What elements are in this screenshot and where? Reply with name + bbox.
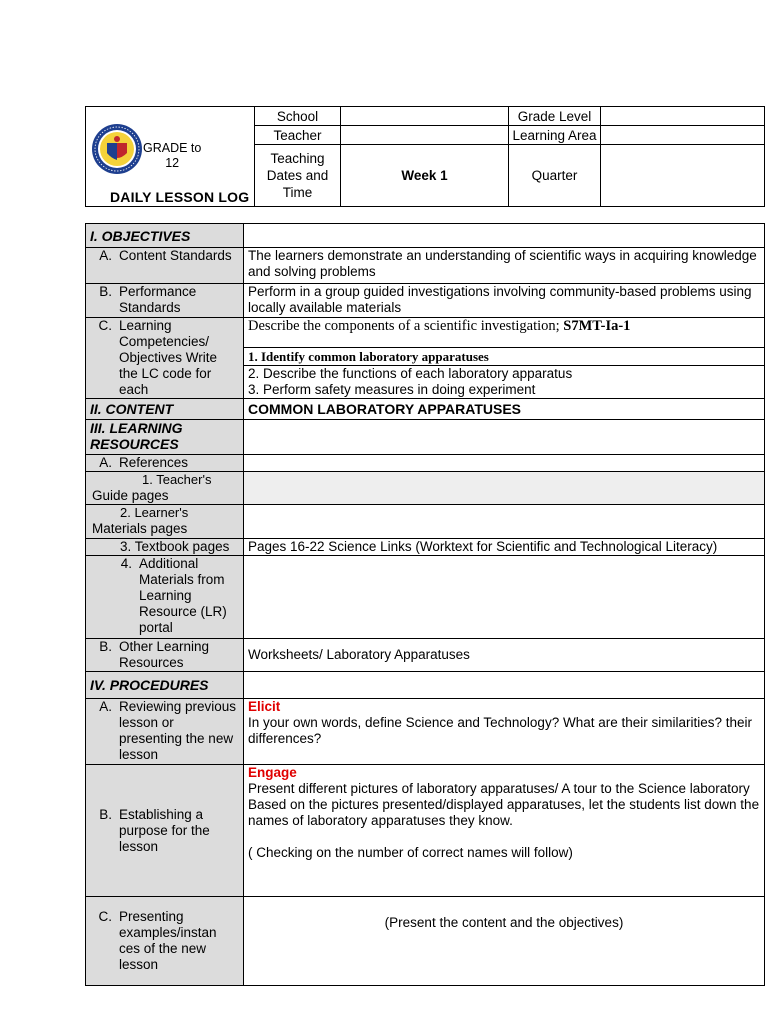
objectives-2-3[interactable]: [244, 366, 765, 399]
item-label: References: [119, 455, 189, 470]
teacher-label: Teacher: [255, 126, 341, 145]
item-label: Content Standards: [119, 248, 232, 263]
purpose-label: [86, 765, 244, 897]
additional-materials-value[interactable]: [244, 556, 765, 639]
school-value[interactable]: [341, 107, 509, 126]
item-label: Other Learning Resources: [119, 639, 210, 670]
item-letter: A.: [99, 699, 112, 714]
lesson-table: [85, 223, 765, 986]
header-table: [85, 106, 765, 207]
reviewing-text[interactable]: [244, 699, 765, 765]
references-label: [86, 455, 244, 472]
performance-standards-label: [86, 284, 244, 318]
quarter-label: Quarter: [509, 145, 601, 207]
item-rest: Materials pages: [92, 521, 188, 536]
item-label: Learning Competencies/ Objectives Write the LC code for each: [119, 318, 218, 397]
presenting-label: [86, 897, 244, 986]
logo-cell: [86, 107, 255, 207]
learning-competency-text[interactable]: [244, 318, 765, 348]
grade-line-2: 12: [165, 156, 180, 170]
phase-elicit: Elicit: [248, 699, 281, 714]
grade-level-label: Grade Level: [509, 107, 601, 126]
grade-level-value[interactable]: [601, 107, 765, 126]
phase-engage: Engage: [248, 765, 297, 780]
content-text[interactable]: COMMON LABORATORY APPARATUSES: [244, 399, 765, 420]
item-rest: Guide pages: [92, 488, 169, 503]
learning-area-value[interactable]: [601, 126, 765, 145]
resources-heading-value[interactable]: [244, 420, 765, 455]
learners-materials-value[interactable]: [244, 505, 765, 539]
item-label: Additional Materials from Learning Resource (LR) portal: [139, 556, 227, 635]
item-label: Establishing a purpose for the lesson: [119, 806, 210, 854]
item-label: Performance Standards: [119, 284, 197, 315]
item-letter: B.: [99, 284, 112, 299]
content-standards-label: [86, 248, 244, 284]
purpose-text[interactable]: [244, 765, 765, 897]
item-letter: B.: [99, 639, 112, 654]
item-letter: B.: [99, 806, 112, 822]
reviewing-label: [86, 699, 244, 765]
elicit-text: In your own words, define Science and Technology? What are their similarities? their differences?: [248, 715, 753, 746]
performance-standards-text[interactable]: Perform in a group guided investigations involving community-based problems using locally available materials: [244, 284, 765, 318]
teachers-guide-label: [86, 472, 244, 505]
objectives-heading: I. OBJECTIVES: [86, 224, 244, 248]
teacher-value[interactable]: [341, 126, 509, 145]
teaching-dates-label: [255, 145, 341, 207]
week-value[interactable]: Week 1: [341, 145, 509, 207]
additional-materials-label: [86, 556, 244, 639]
quarter-value[interactable]: [601, 145, 765, 207]
resources-heading: III. LEARNING RESOURCES: [86, 420, 244, 455]
engage-text-2: Based on the pictures presented/displayed apparatuses, let the students list down the names of laboratory apparatuses they know.: [248, 797, 760, 828]
grade-label: [143, 141, 201, 171]
objective-2: 2. Describe the functions of each laboratory apparatus: [248, 366, 573, 381]
grade-line-1: GRADE to: [143, 141, 202, 155]
other-resources-label: [86, 639, 244, 672]
procedures-heading: IV. PROCEDURES: [86, 672, 244, 699]
content-heading: II. CONTENT: [86, 399, 244, 420]
content-standards-text[interactable]: The learners demonstrate an understanding of scientific ways in acquiring knowledge and solving problems: [244, 248, 765, 284]
learners-materials-label: [86, 505, 244, 539]
dates-line-3: Time: [282, 185, 313, 200]
deped-seal-icon: [91, 123, 143, 175]
item-number: 2. Learner's: [120, 505, 189, 520]
references-value[interactable]: [244, 455, 765, 472]
item-letter: C.: [98, 318, 112, 333]
item-letter: A.: [99, 455, 112, 470]
learning-area-label: Learning Area: [509, 126, 601, 145]
item-number: 1. Teacher's: [142, 472, 212, 487]
item-label: Presenting examples/instan ces of the new lesson: [119, 909, 217, 972]
item-letter: C.: [98, 909, 112, 924]
learning-competencies-label: [86, 318, 244, 399]
other-resources-text[interactable]: Worksheets/ Laboratory Apparatuses: [244, 639, 765, 672]
objective-1[interactable]: 1. Identify common laboratory apparatuses: [244, 348, 765, 366]
teachers-guide-value[interactable]: [244, 472, 765, 505]
textbook-pages-label: 3. Textbook pages: [86, 539, 244, 556]
objectives-heading-value[interactable]: [244, 224, 765, 248]
dates-line-2: Dates and: [266, 168, 329, 183]
engage-text-3: ( Checking on the number of correct names will follow): [248, 845, 573, 860]
competency-description: Describe the components of a scientific investigation;: [248, 318, 560, 334]
document-title: DAILY LESSON LOG: [110, 189, 250, 205]
presenting-text[interactable]: (Present the content and the objectives): [244, 897, 765, 986]
procedures-heading-value[interactable]: [244, 672, 765, 699]
item-label: Reviewing previous lesson or presenting the new lesson: [119, 699, 237, 762]
school-label: School: [255, 107, 341, 126]
engage-text-1: Present different pictures of laboratory apparatuses/ A tour to the Science laboratory: [248, 781, 750, 796]
item-letter: A.: [99, 248, 112, 263]
lc-code: S7MT-Ia-1: [563, 318, 631, 334]
textbook-pages-text[interactable]: Pages 16-22 Science Links (Worktext for Scientific and Technological Literacy): [244, 539, 765, 556]
objective-3: 3. Perform safety measures in doing experiment: [248, 382, 536, 397]
item-number: 4.: [120, 556, 132, 571]
dates-line-1: Teaching: [270, 151, 325, 166]
